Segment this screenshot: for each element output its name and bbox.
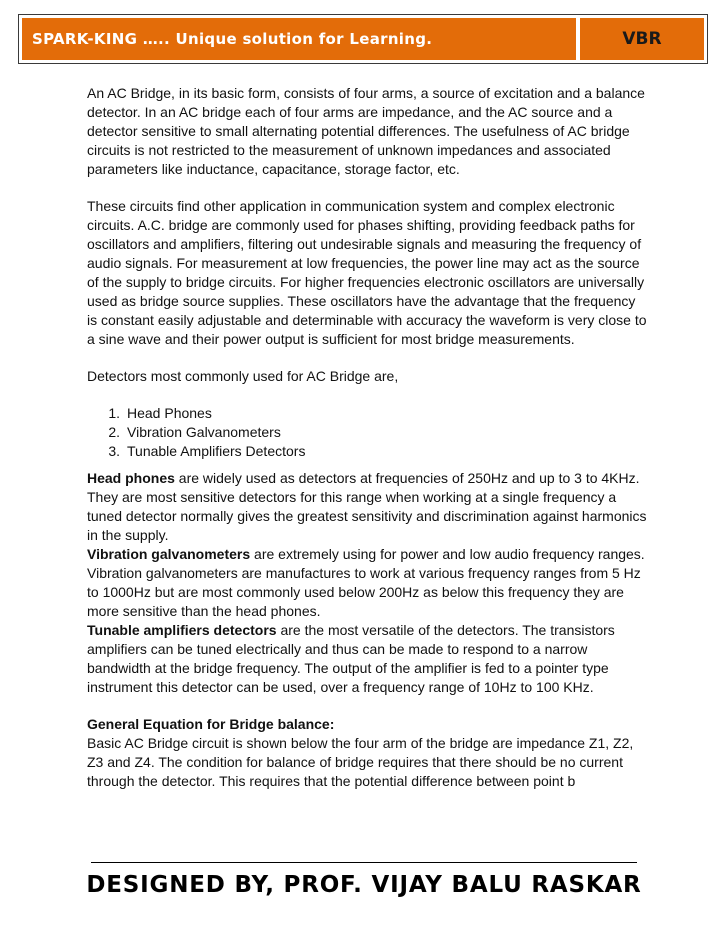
footer-credit: DESIGNED BY, PROF. VIJAY BALU RASKAR xyxy=(86,872,642,898)
list-item xyxy=(87,404,649,423)
header-title: SPARK-KING ….. Unique solution for Learning. xyxy=(22,18,576,60)
intro-paragraph-1: An AC Bridge, in its basic form, consists of four arms, a source of excitation and a balance detector. In an AC bridge each of four arms are impedance, and the AC source and a detector sensitive to small alternating potential differences. The usefulness of AC bridge circuits is not restricted to the measurement of unknown impedances and associated parameters like inductance, capacitance, storage factor, etc. xyxy=(87,85,645,177)
intro-paragraph-2: These circuits find other application in communication system and complex electronic circuits. A.C. bridge are commonly used for phases shifting, providing feedback paths for oscillators and amplifiers, filtering out undesirable signals and measuring the frequency of audio signals. For measurement at low frequencies, the power line may act as the source of the supply to bridge circuits. For higher frequencies electronic oscillators are universally used as bridge source supplies. These oscillators have the advantage that the frequency is constant easily adjustable and determinable with accuracy the waveform is very close to a sine wave and their power output is sufficient for most bridge measurements. xyxy=(87,198,647,347)
list-item xyxy=(87,423,649,442)
list-number: 3. xyxy=(108,443,120,459)
list-item-label: Head Phones xyxy=(127,405,212,421)
vibration-term: Vibration galvanometers xyxy=(87,546,251,562)
vibration-text: are extremely using for power and low audio frequency ranges. Vibration galvanometers are manufactures to work at various frequency ranges from 5 Hz to 1000Hz but are most commonly used below 200Hz as below this frequency they are more sensitive than the head phones. xyxy=(87,546,645,619)
header-tag: VBR xyxy=(580,18,704,60)
general-equation-heading: General Equation for Bridge balance: xyxy=(87,716,335,732)
footer-rule xyxy=(91,862,637,863)
detectors-intro: Detectors most commonly used for AC Bridge are, xyxy=(87,368,399,384)
list-item-label: Tunable Amplifiers Detectors xyxy=(127,443,306,459)
general-equation-paragraph: Basic AC Bridge circuit is shown below the four arm of the bridge are impedance Z1, Z2, Z3 and Z4. The condition for balance of bridge requires that there should be no current through the detector. This requires that the potential difference between point b xyxy=(87,735,634,789)
list-item-label: Vibration Galvanometers xyxy=(127,424,281,440)
tunable-term: Tunable amplifiers detectors xyxy=(87,622,277,638)
tunable-text: are the most versatile of the detectors. The transistors amplifiers can be tuned electrically and thus can be made to respond to a narrow bandwidth at the bridge frequency. The output of the amplifier is fed to a pointer type instrument this detector can be used, over a frequency range of 10Hz to 100 KHz. xyxy=(87,622,615,695)
detectors-list xyxy=(87,404,649,461)
list-number: 1. xyxy=(108,405,120,421)
vibration-paragraph xyxy=(87,545,649,621)
list-item xyxy=(87,442,649,461)
list-number: 2. xyxy=(108,424,120,440)
headphones-paragraph xyxy=(87,469,649,545)
document-body xyxy=(87,84,649,791)
header-banner xyxy=(18,14,708,64)
tunable-paragraph xyxy=(87,621,649,697)
headphones-text: are widely used as detectors at frequencies of 250Hz and up to 3 to 4KHz. They are most sensitive detectors for this range when working at a single frequency a tuned detector normally gives the greatest sensitivity and discrimination against harmonics in the supply. xyxy=(87,470,647,543)
headphones-term: Head phones xyxy=(87,470,175,486)
